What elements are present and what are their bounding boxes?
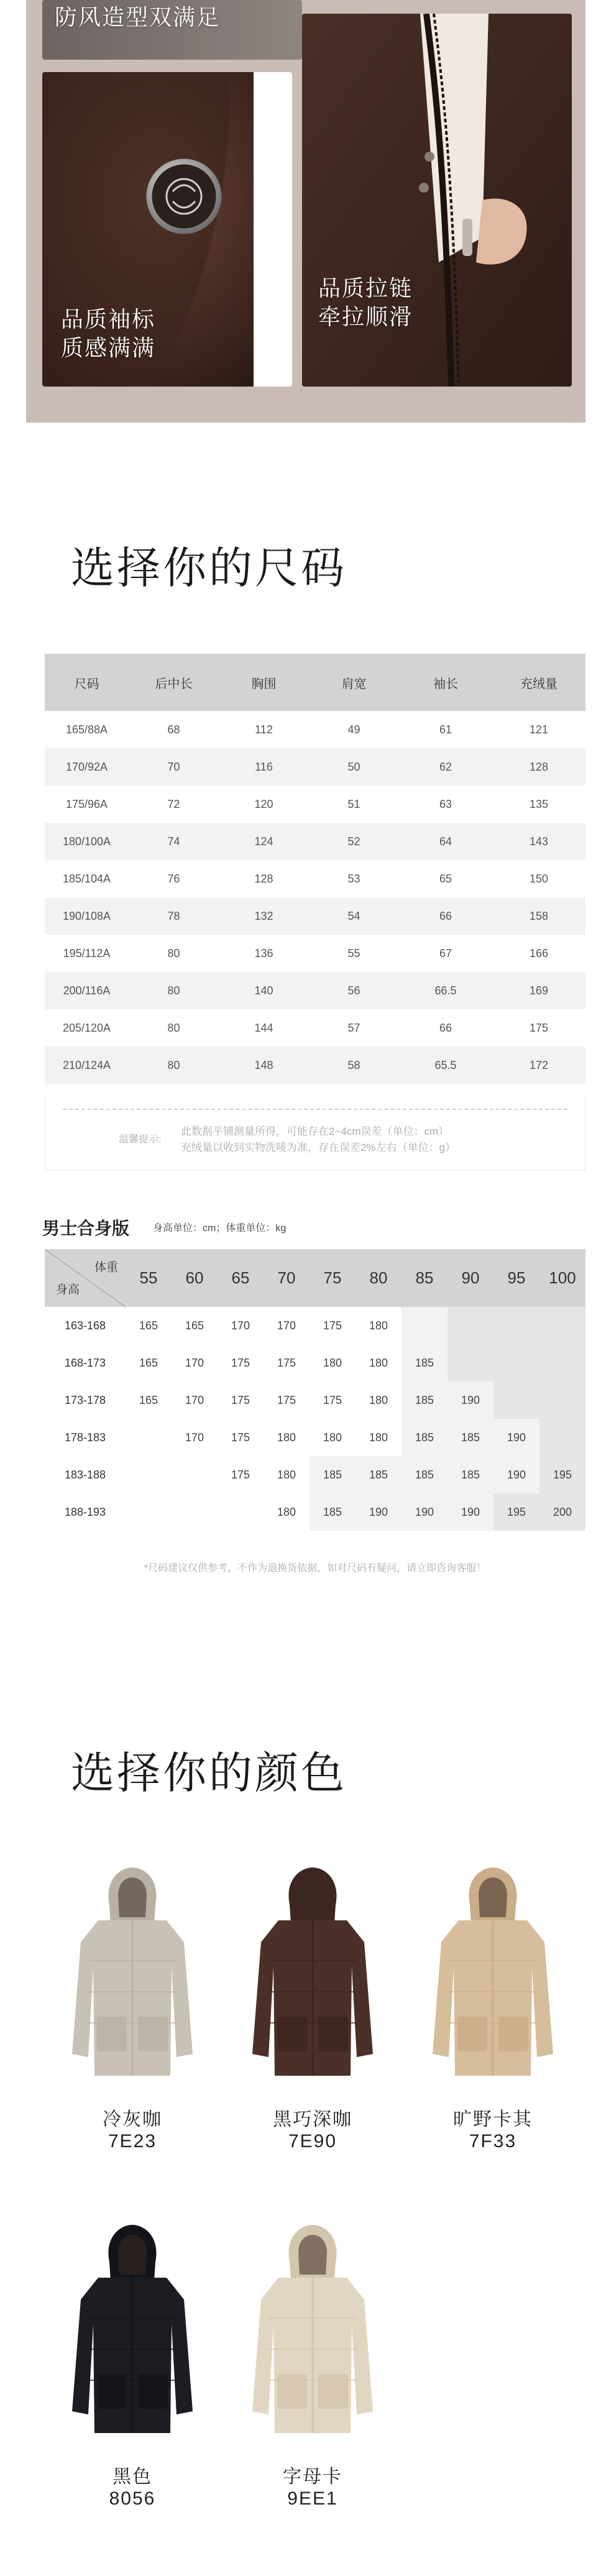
jacket-image[interactable]: [61, 1868, 204, 2082]
fit-table-row: [45, 1344, 585, 1382]
size-table-cell: 205/120A: [62, 1021, 111, 1034]
fit-weight-cell: 85: [415, 1268, 434, 1287]
fit-table-row: [45, 1382, 585, 1419]
size-table: [45, 654, 585, 1084]
fit-size-cell: 185: [401, 1382, 447, 1419]
fit-size-cell: [172, 1456, 218, 1493]
size-table-cell: 185/104A: [62, 872, 111, 885]
size-table-cell: 172: [529, 1058, 549, 1071]
color-name: 黑色: [112, 2466, 152, 2488]
size-table-cell: 70: [167, 760, 180, 773]
size-table-cell: 132: [254, 909, 273, 922]
size-table-cell: 64: [439, 835, 452, 848]
size-table-cell: 66: [439, 909, 452, 922]
jacket-image[interactable]: [421, 1868, 564, 2082]
size-table-cell: 80: [167, 1058, 180, 1071]
color-code: 7F33: [469, 2131, 517, 2152]
fit-weight-cell: 95: [507, 1268, 526, 1287]
size-table-cell: 63: [439, 797, 452, 810]
size-table-cell: 143: [529, 835, 549, 848]
fit-unit-note: 身高单位：cm；体重单位：kg: [153, 1223, 287, 1234]
size-table-row: [45, 972, 585, 1009]
fit-table-header: [45, 1249, 585, 1307]
size-header-cell: 胸围: [251, 677, 277, 691]
fit-title: 男士合身版: [42, 1219, 130, 1238]
fit-size-cell: 175: [218, 1456, 264, 1493]
fit-size-cell: 175: [218, 1419, 264, 1456]
size-table-row: [45, 1047, 585, 1084]
fit-size-cell: 170: [264, 1307, 310, 1344]
size-table-cell: 175: [529, 1021, 549, 1034]
fit-size-cell: 170: [172, 1419, 218, 1456]
size-table-row: [45, 823, 585, 860]
size-table-row: [45, 860, 585, 897]
fit-size-cell: 180: [356, 1307, 401, 1344]
fit-size-cell: [539, 1307, 585, 1344]
size-table-cell: 55: [347, 947, 360, 960]
fit-size-cell: 185: [447, 1419, 493, 1456]
fit-size-cell: 195: [539, 1456, 585, 1493]
size-table-cell: 52: [347, 835, 360, 848]
fit-size-cell: [539, 1344, 585, 1382]
size-table-cell: 76: [167, 872, 180, 885]
color-code: 9EE1: [287, 2488, 338, 2509]
size-header-cell: 后中长: [155, 677, 193, 691]
fit-table-row: [45, 1307, 585, 1344]
color-name: 字母卡: [283, 2466, 342, 2488]
fit-size-cell: [126, 1493, 172, 1531]
size-table-cell: 128: [254, 872, 273, 885]
size-table-cell: 170/92A: [65, 760, 108, 773]
feature-section: [26, 0, 585, 423]
fit-size-cell: 180: [356, 1419, 401, 1456]
size-table-note: [45, 1095, 585, 1170]
hood-feature-text: 防风造型双满足: [55, 5, 221, 30]
size-header-cell: 尺码: [74, 677, 99, 691]
fit-size-cell: 190: [447, 1382, 493, 1419]
fit-table-row: [45, 1419, 585, 1456]
fit-size-cell: [493, 1344, 539, 1382]
fit-weight-cell: 55: [139, 1268, 158, 1287]
fit-size-cell: 185: [447, 1456, 493, 1493]
fit-size-cell: 190: [356, 1493, 401, 1531]
fit-size-cell: 180: [264, 1493, 310, 1531]
fit-table: [45, 1249, 585, 1531]
fit-size-cell: 195: [493, 1493, 539, 1531]
fit-weight-cell: 75: [323, 1268, 342, 1287]
size-header-cell: 肩宽: [341, 677, 367, 691]
size-table-row: [45, 786, 585, 823]
size-table-cell: 57: [347, 1021, 360, 1034]
size-table-cell: 78: [167, 909, 180, 922]
color-code: 8056: [109, 2488, 156, 2509]
fit-weight-cell: 65: [231, 1268, 250, 1287]
fit-size-cell: [447, 1307, 493, 1344]
size-table-cell: 150: [529, 872, 549, 885]
fit-size-cell: 170: [172, 1344, 218, 1382]
fit-size-cell: 190: [493, 1419, 539, 1456]
fit-height-cell: 163-168: [45, 1307, 126, 1344]
size-table-cell: 136: [254, 947, 273, 960]
fit-size-cell: 185: [310, 1456, 356, 1493]
size-table-cell: 140: [254, 984, 273, 997]
size-table-cell: 68: [167, 723, 180, 736]
size-header-cell: 袖长: [433, 677, 458, 691]
fit-size-cell: [539, 1419, 585, 1456]
size-table-cell: 53: [347, 872, 360, 885]
size-table-cell: 74: [167, 835, 180, 848]
fit-size-cell: 175: [310, 1307, 356, 1344]
fit-footer-note: *尺码建议仅供参考，不作为退换货依据，如对尺码有疑问，请立即咨询客服！: [144, 1563, 487, 1574]
color-name: 冷灰咖: [103, 2109, 162, 2130]
size-table-cell: 158: [529, 909, 549, 922]
fit-size-cell: 200: [539, 1493, 585, 1531]
fit-size-cell: 180: [310, 1419, 356, 1456]
color-heading: 选择你的颜色: [71, 1748, 347, 1799]
fit-size-cell: [539, 1382, 585, 1419]
fit-size-cell: [493, 1307, 539, 1344]
size-table-cell: 80: [167, 984, 180, 997]
size-table-row: [45, 748, 585, 786]
size-table-cell: 135: [529, 797, 549, 810]
fit-size-cell: 170: [218, 1307, 264, 1344]
size-table-cell: 72: [167, 797, 180, 810]
color-name: 旷野卡其: [453, 2109, 533, 2130]
size-heading: 选择你的尺码: [71, 543, 347, 594]
sleeve-feature-text-2: 质感满满: [61, 336, 156, 361]
size-table-row: [45, 711, 585, 748]
fit-size-cell: [126, 1456, 172, 1493]
fit-size-cell: 185: [401, 1419, 447, 1456]
fit-size-cell: 180: [356, 1382, 401, 1419]
fit-size-cell: 165: [126, 1382, 172, 1419]
fit-weight-cell: 80: [369, 1268, 388, 1287]
size-table-cell: 120: [254, 797, 273, 810]
fit-corner-cell: [45, 1249, 126, 1307]
jacket-image[interactable]: [241, 1868, 384, 2082]
size-table-cell: 51: [347, 797, 360, 810]
size-table-cell: 58: [347, 1058, 360, 1071]
size-header-cell: 充绒量: [520, 677, 557, 691]
fit-size-cell: [172, 1493, 218, 1531]
jacket-image[interactable]: [241, 2225, 384, 2439]
sleeve-badge-panel: [42, 72, 292, 387]
fit-size-cell: 175: [264, 1382, 310, 1419]
fit-size-cell: [218, 1493, 264, 1531]
size-table-cell: 144: [254, 1021, 273, 1034]
fit-size-cell: 175: [218, 1344, 264, 1382]
fit-size-cell: 170: [172, 1382, 218, 1419]
size-table-cell: 54: [347, 909, 360, 922]
sleeve-feature-text-1: 品质袖标: [61, 307, 156, 332]
note-line-2: 充绒量以收到实物洗唛为准，存在误差2%左右（单位：g）: [181, 1142, 456, 1153]
fit-size-cell: 185: [401, 1456, 447, 1493]
note-label: 温馨提示:: [119, 1134, 162, 1145]
size-table-cell: 166: [529, 947, 549, 960]
fit-size-cell: 165: [126, 1344, 172, 1382]
fit-weight-cell: 90: [461, 1268, 480, 1287]
size-table-header: [45, 654, 585, 711]
size-table-cell: 124: [254, 835, 273, 848]
fit-size-cell: 185: [310, 1493, 356, 1531]
fit-size-cell: 165: [172, 1307, 218, 1344]
size-table-row: [45, 897, 585, 935]
fit-height-cell: 173-178: [45, 1382, 126, 1419]
jacket-image[interactable]: [61, 2225, 204, 2439]
fit-size-cell: 190: [493, 1456, 539, 1493]
size-table-cell: 169: [529, 984, 549, 997]
fit-weight-cell: 100: [549, 1268, 576, 1287]
note-divider: [63, 1109, 567, 1110]
size-table-cell: 180/100A: [62, 835, 111, 848]
fit-weight-cell: 70: [277, 1268, 296, 1287]
fit-size-cell: 175: [218, 1382, 264, 1419]
size-table-cell: 190/108A: [62, 909, 111, 922]
zipper-feature-text-1: 品质拉链: [318, 276, 413, 301]
zipper-feature-text-2: 牵拉顺滑: [318, 305, 413, 330]
fit-size-cell: 190: [447, 1493, 493, 1531]
size-table-cell: 116: [255, 760, 273, 773]
size-table-cell: 80: [167, 947, 180, 960]
fit-height-cell: 183-188: [45, 1456, 126, 1493]
color-code: 7E23: [108, 2131, 157, 2152]
fit-size-cell: [126, 1419, 172, 1456]
size-table-cell: 67: [439, 947, 452, 960]
color-name: 黑巧深咖: [273, 2109, 352, 2130]
size-table-cell: 128: [529, 760, 549, 773]
color-code: 7E90: [288, 2131, 337, 2152]
fit-size-cell: 180: [310, 1344, 356, 1382]
size-table-cell: 148: [254, 1058, 273, 1071]
zipper-feature-panel: [302, 14, 572, 387]
size-table-cell: 62: [439, 760, 452, 773]
size-table-cell: 80: [167, 1021, 180, 1034]
size-table-row: [45, 935, 585, 972]
size-table-cell: 165/88A: [65, 723, 108, 736]
size-table-cell: 200/116A: [63, 984, 111, 997]
hood-feature-panel: [42, 0, 302, 60]
fit-size-cell: [447, 1344, 493, 1382]
fit-table-row: [45, 1493, 585, 1531]
fit-size-cell: 175: [264, 1344, 310, 1382]
size-table-cell: 175/96A: [65, 797, 108, 810]
size-table-cell: 65.5: [434, 1058, 457, 1071]
size-table-cell: 56: [347, 984, 360, 997]
fit-height-cell: 188-193: [45, 1493, 126, 1531]
fit-size-cell: 185: [401, 1344, 447, 1382]
size-table-cell: 50: [347, 760, 360, 773]
note-line-1: 此数据平铺测量所得，可能存在2~4cm误差（单位：cm）: [181, 1125, 449, 1137]
size-table-cell: 210/124A: [62, 1058, 111, 1071]
size-table-row: [45, 1009, 585, 1047]
fit-size-cell: 190: [401, 1493, 447, 1531]
fit-height-cell: 168-173: [45, 1344, 126, 1382]
size-table-cell: 66: [439, 1021, 452, 1034]
fit-size-cell: 180: [356, 1344, 401, 1382]
size-table-cell: 61: [439, 723, 452, 736]
fit-size-cell: 180: [264, 1456, 310, 1493]
fit-size-cell: 175: [310, 1382, 356, 1419]
size-table-cell: 49: [347, 723, 360, 736]
size-table-cell: 66.5: [434, 984, 457, 997]
fit-size-cell: [493, 1382, 539, 1419]
fit-size-cell: 185: [356, 1456, 401, 1493]
corner-weight-label: 体重: [94, 1261, 118, 1274]
size-table-cell: 121: [529, 723, 549, 736]
fit-table-row: [45, 1456, 585, 1493]
corner-height-label: 身高: [56, 1283, 80, 1296]
size-table-cell: 195/112A: [63, 947, 111, 960]
fit-weight-cell: 60: [185, 1268, 204, 1287]
fit-height-cell: 178-183: [45, 1419, 126, 1456]
size-table-cell: 65: [439, 872, 452, 885]
fit-size-cell: 165: [126, 1307, 172, 1344]
size-table-cell: 112: [255, 723, 273, 736]
fit-size-cell: [401, 1307, 447, 1344]
fit-size-cell: 180: [264, 1419, 310, 1456]
